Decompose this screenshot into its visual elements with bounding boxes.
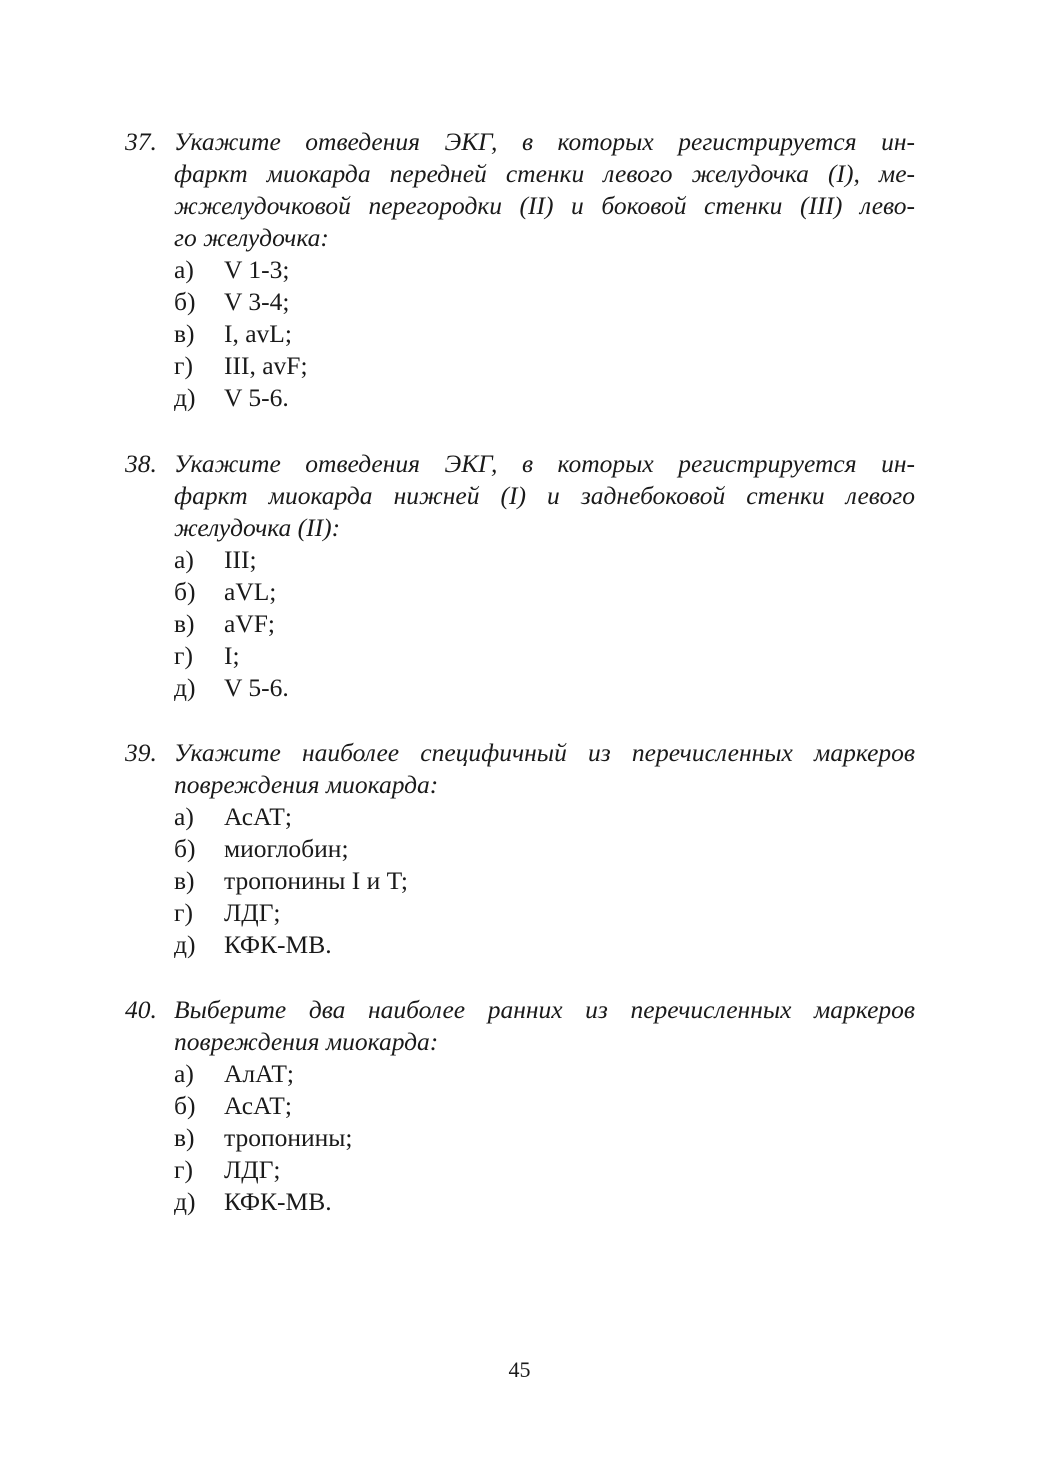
option-letter: д) <box>174 930 196 959</box>
option-letter: в) <box>174 319 195 348</box>
option-text: aVF; <box>224 609 275 638</box>
answer-option <box>174 897 281 929</box>
option-text: III; <box>224 545 257 574</box>
option-text: V 5-6. <box>224 673 289 702</box>
answer-option <box>174 801 292 833</box>
question-text-line: Укажите наиболее специфичный из перечисленных маркеров <box>174 738 915 767</box>
option-text: КФК-МВ. <box>224 930 332 959</box>
question-text-line: Выберите два наиболее ранних из перечисленных маркеров <box>174 995 915 1024</box>
option-text: III, avF; <box>224 351 308 380</box>
option-text: тропонины; <box>224 1123 353 1152</box>
answer-option <box>174 672 289 704</box>
option-text: КФК-МВ. <box>224 1187 332 1216</box>
answer-option <box>174 382 289 414</box>
question-text-line: повреждения миокарда: <box>174 1027 439 1056</box>
option-text: АсАТ; <box>224 1091 292 1120</box>
option-text: aVL; <box>224 577 277 606</box>
option-letter: г) <box>174 351 193 380</box>
question-number: 37. <box>125 127 157 156</box>
option-letter: в) <box>174 1123 195 1152</box>
answer-option <box>174 254 289 286</box>
answer-option <box>174 865 408 897</box>
option-text: ЛДГ; <box>224 1155 281 1184</box>
answer-option <box>174 1090 292 1122</box>
question-text-line: желудочка (II): <box>174 513 341 542</box>
question-number: 38. <box>125 449 157 478</box>
option-text: АлАТ; <box>224 1059 294 1088</box>
option-letter: а) <box>174 1059 194 1088</box>
option-text: I, avL; <box>224 319 292 348</box>
option-letter: г) <box>174 641 193 670</box>
answer-option <box>174 544 257 576</box>
option-text: V 1-3; <box>224 255 290 284</box>
option-letter: д) <box>174 1187 196 1216</box>
option-letter: в) <box>174 866 195 895</box>
option-letter: д) <box>174 383 196 412</box>
page-number: 45 <box>508 1357 531 1382</box>
question-text-line: Укажите отведения ЭКГ, в которых регистрируется ин- <box>174 449 915 478</box>
question-text-line: повреждения миокарда: <box>174 770 439 799</box>
option-letter: в) <box>174 609 195 638</box>
answer-option <box>174 576 276 608</box>
answer-option <box>174 350 308 382</box>
option-letter: г) <box>174 1155 193 1184</box>
option-letter: б) <box>174 834 196 863</box>
option-text: I; <box>224 641 240 670</box>
option-text: миоглобин; <box>224 834 349 863</box>
option-letter: б) <box>174 1091 196 1120</box>
question-number: 40. <box>125 995 157 1024</box>
option-text: V 5-6. <box>224 383 289 412</box>
answer-option <box>174 608 275 640</box>
answer-option <box>174 929 332 961</box>
question-text-line: фаркт миокарда передней стенки левого желудочка (I), ме- <box>174 159 915 188</box>
answer-option <box>174 833 349 865</box>
option-letter: д) <box>174 673 196 702</box>
answer-option <box>174 1154 281 1186</box>
option-letter: б) <box>174 287 196 316</box>
option-text: тропонины I и T; <box>224 866 408 895</box>
question-text-line: Укажите отведения ЭКГ, в которых регистрируется ин- <box>174 127 915 156</box>
option-text: V 3-4; <box>224 287 290 316</box>
option-text: ЛДГ; <box>224 898 281 927</box>
option-letter: а) <box>174 255 194 284</box>
option-letter: а) <box>174 545 194 574</box>
answer-option <box>174 286 289 318</box>
option-letter: б) <box>174 577 196 606</box>
option-letter: г) <box>174 898 193 927</box>
answer-option <box>174 1058 294 1090</box>
question-text-line: фаркт миокарда нижней (I) и заднебоковой стенки левого <box>174 481 915 510</box>
question-text-line: жжелудочковой перегородки (II) и боковой стенки (III) лево- <box>174 191 915 220</box>
question-text-line: го желудочка: <box>174 223 329 252</box>
answer-option <box>174 1186 332 1218</box>
answer-option <box>174 640 240 672</box>
option-text: АсАТ; <box>224 802 292 831</box>
answer-option <box>174 1122 353 1154</box>
answer-option <box>174 318 292 350</box>
option-letter: а) <box>174 802 194 831</box>
question-number: 39. <box>125 738 157 767</box>
